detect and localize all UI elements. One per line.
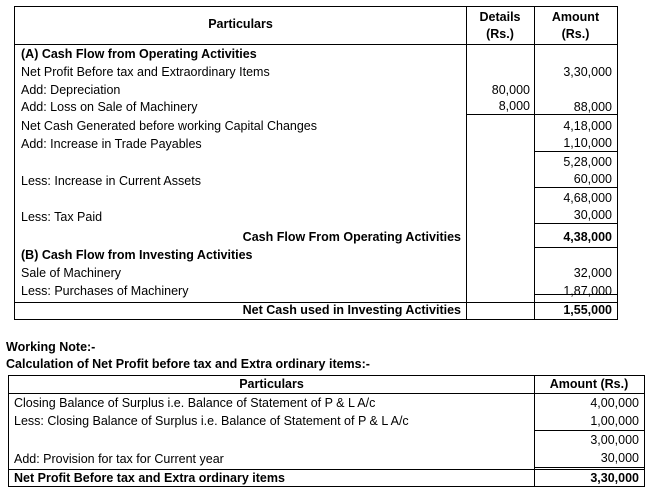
header-divider (15, 44, 617, 45)
operating-total-amount: 4,38,000 (563, 230, 612, 244)
header-amount: Amount (551, 10, 600, 24)
row-amount: 30,000 (573, 208, 612, 222)
row-amount: 32,000 (573, 266, 612, 280)
row-label: Sale of Machinery (21, 266, 122, 280)
investing-total-amount: 1,55,000 (563, 303, 612, 317)
row-label: Add: Loss on Sale of Machinery (21, 100, 198, 114)
row-amount: 88,000 (573, 100, 612, 114)
row-amount: 3,30,000 (563, 65, 612, 79)
wn-row-amount: 30,000 (600, 451, 639, 465)
wn-header-amount: Amount (Rs.) (549, 377, 629, 391)
row-amount: 1,10,000 (563, 136, 612, 150)
wn-total-label: Net Profit Before tax and Extra ordinary items (14, 471, 285, 485)
row-amount: 60,000 (573, 172, 612, 186)
wn-row-label: Closing Balance of Surplus i.e. Balance of Statement of P & L A/c (14, 396, 376, 410)
working-note-subtitle: Calculation of Net Profit before tax and Extra ordinary items:- (6, 357, 370, 371)
wn-row-amount: 3,00,000 (590, 433, 639, 447)
row-label: Less: Purchases of Machinery (21, 284, 189, 298)
row-label: Add: Increase in Trade Payables (21, 137, 202, 151)
row-amount: 5,28,000 (563, 155, 612, 169)
section-a-title: (A) Cash Flow from Operating Activities (21, 47, 257, 61)
section-b-title: (B) Cash Flow from Investing Activities (21, 248, 253, 262)
wn-row-amount: 1,00,000 (590, 414, 639, 428)
header-amount-unit: (Rs.) (561, 27, 590, 41)
wn-row-label: Less: Closing Balance of Surplus i.e. Balance of Statement of P & L A/c (14, 414, 409, 428)
row-amount: 4,18,000 (563, 119, 612, 133)
row-amount: 1,87,000 (563, 284, 612, 298)
row-label: Less: Increase in Current Assets (21, 174, 201, 188)
row-details: 8,000 (498, 99, 530, 113)
row-label: Add: Depreciation (21, 83, 121, 97)
column-divider (466, 7, 467, 319)
working-note-title: Working Note:- (6, 340, 96, 354)
row-amount: 4,68,000 (563, 191, 612, 205)
row-divider (534, 430, 644, 431)
row-label: Less: Tax Paid (21, 210, 103, 224)
cash-flow-table (14, 6, 618, 320)
wn-row-amount: 4,00,000 (590, 396, 639, 410)
header-particulars: Particulars (208, 17, 273, 31)
row-label: Net Cash Generated before working Capital Changes (21, 119, 318, 133)
row-divider (534, 467, 644, 468)
wn-header-particulars: Particulars (239, 377, 304, 391)
wn-row-label: Add: Provision for tax for Current year (14, 452, 224, 466)
header-details-unit: (Rs.) (486, 27, 514, 41)
row-details: 80,000 (491, 83, 530, 97)
working-note-table (8, 375, 645, 487)
investing-total-label: Net Cash used in Investing Activities (242, 303, 461, 317)
row-label: Net Profit Before tax and Extraordinary Items (21, 65, 270, 79)
header-divider (9, 393, 644, 394)
wn-total-amount: 3,30,000 (590, 471, 639, 485)
operating-total-label: Cash Flow From Operating Activities (242, 230, 461, 244)
row-divider (534, 247, 617, 248)
header-details: Details (479, 10, 521, 24)
